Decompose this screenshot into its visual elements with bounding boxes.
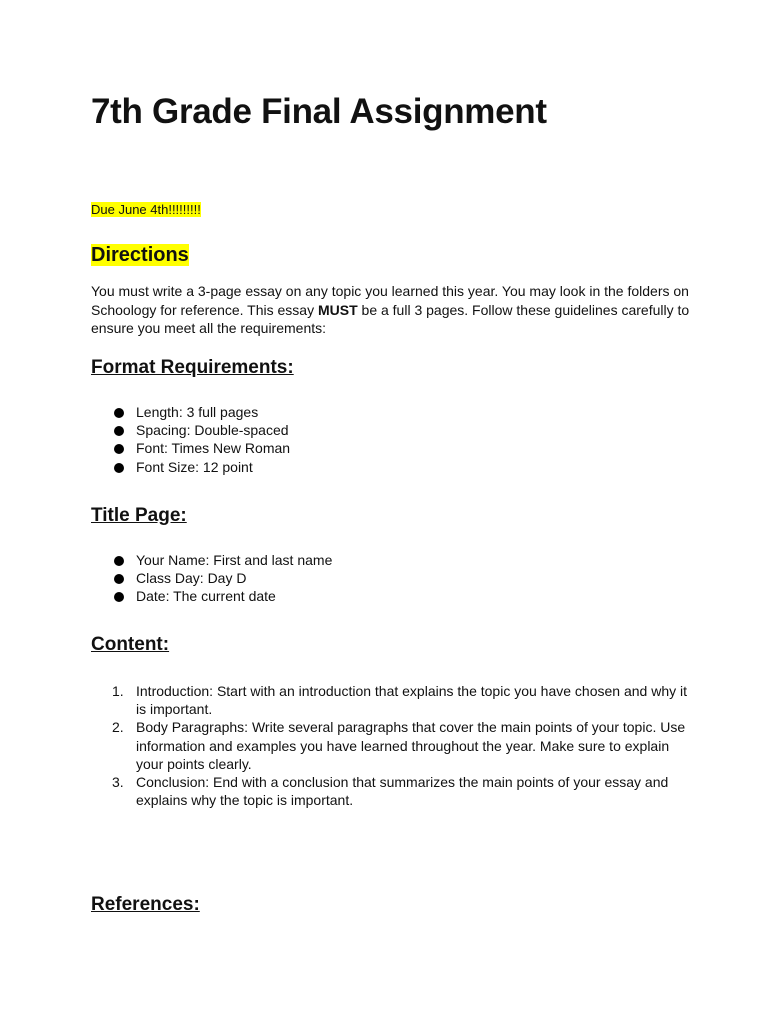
- directions-paragraph: [91, 282, 691, 338]
- directions-emphasis: MUST: [317, 301, 358, 318]
- due-date-highlight: Due June 4th!!!!!!!!!: [91, 202, 201, 217]
- list-item-text: Body Paragraphs: Write several paragraphs that cover the main points of your topic. Use information and examples you have learned throughout the year. Make sure to explain your points clearly.: [136, 719, 686, 772]
- list-item: [91, 682, 691, 718]
- list-item: [91, 718, 691, 773]
- list-item: Spacing: Double-spaced: [91, 421, 290, 439]
- list-item: Your Name: First and last name: [91, 551, 332, 569]
- format-requirements-list: [91, 403, 290, 476]
- list-item: Font: Times New Roman: [91, 439, 290, 457]
- list-item: Date: The current date: [91, 587, 332, 605]
- list-item: Font Size: 12 point: [91, 458, 290, 476]
- directions-heading-text: Directions: [91, 244, 189, 266]
- list-item: Length: 3 full pages: [91, 403, 290, 421]
- list-item: Class Day: Day D: [91, 569, 332, 587]
- directions-heading: [91, 242, 189, 268]
- due-date-note: [91, 201, 201, 218]
- title-page-list: [91, 551, 332, 606]
- title-page-heading: Title Page:: [91, 505, 187, 526]
- directions-text-before: You must write a 3-page essay on any topic you learned this year. You may look in the folders on Schoology for reference. This essay: [91, 283, 689, 318]
- content-list: [91, 682, 691, 809]
- document-title: 7th Grade Final Assignment: [91, 92, 547, 131]
- list-item-text: Conclusion: End with a conclusion that summarizes the main points of your essay and explains why the topic is important.: [136, 774, 669, 809]
- list-number: 3.: [112, 774, 124, 791]
- list-number: 2.: [112, 719, 124, 736]
- list-item-text: Introduction: Start with an introduction that explains the topic you have chosen and why it is important.: [136, 683, 687, 718]
- format-requirements-heading: Format Requirements:: [91, 357, 294, 378]
- list-number: 1.: [112, 683, 124, 699]
- list-item: [91, 773, 691, 809]
- content-heading: Content:: [91, 634, 170, 655]
- directions-text-after: be a full 3 pages. Follow these guidelines carefully to ensure you meet all the requirements:: [91, 301, 690, 336]
- references-heading: References:: [91, 894, 200, 915]
